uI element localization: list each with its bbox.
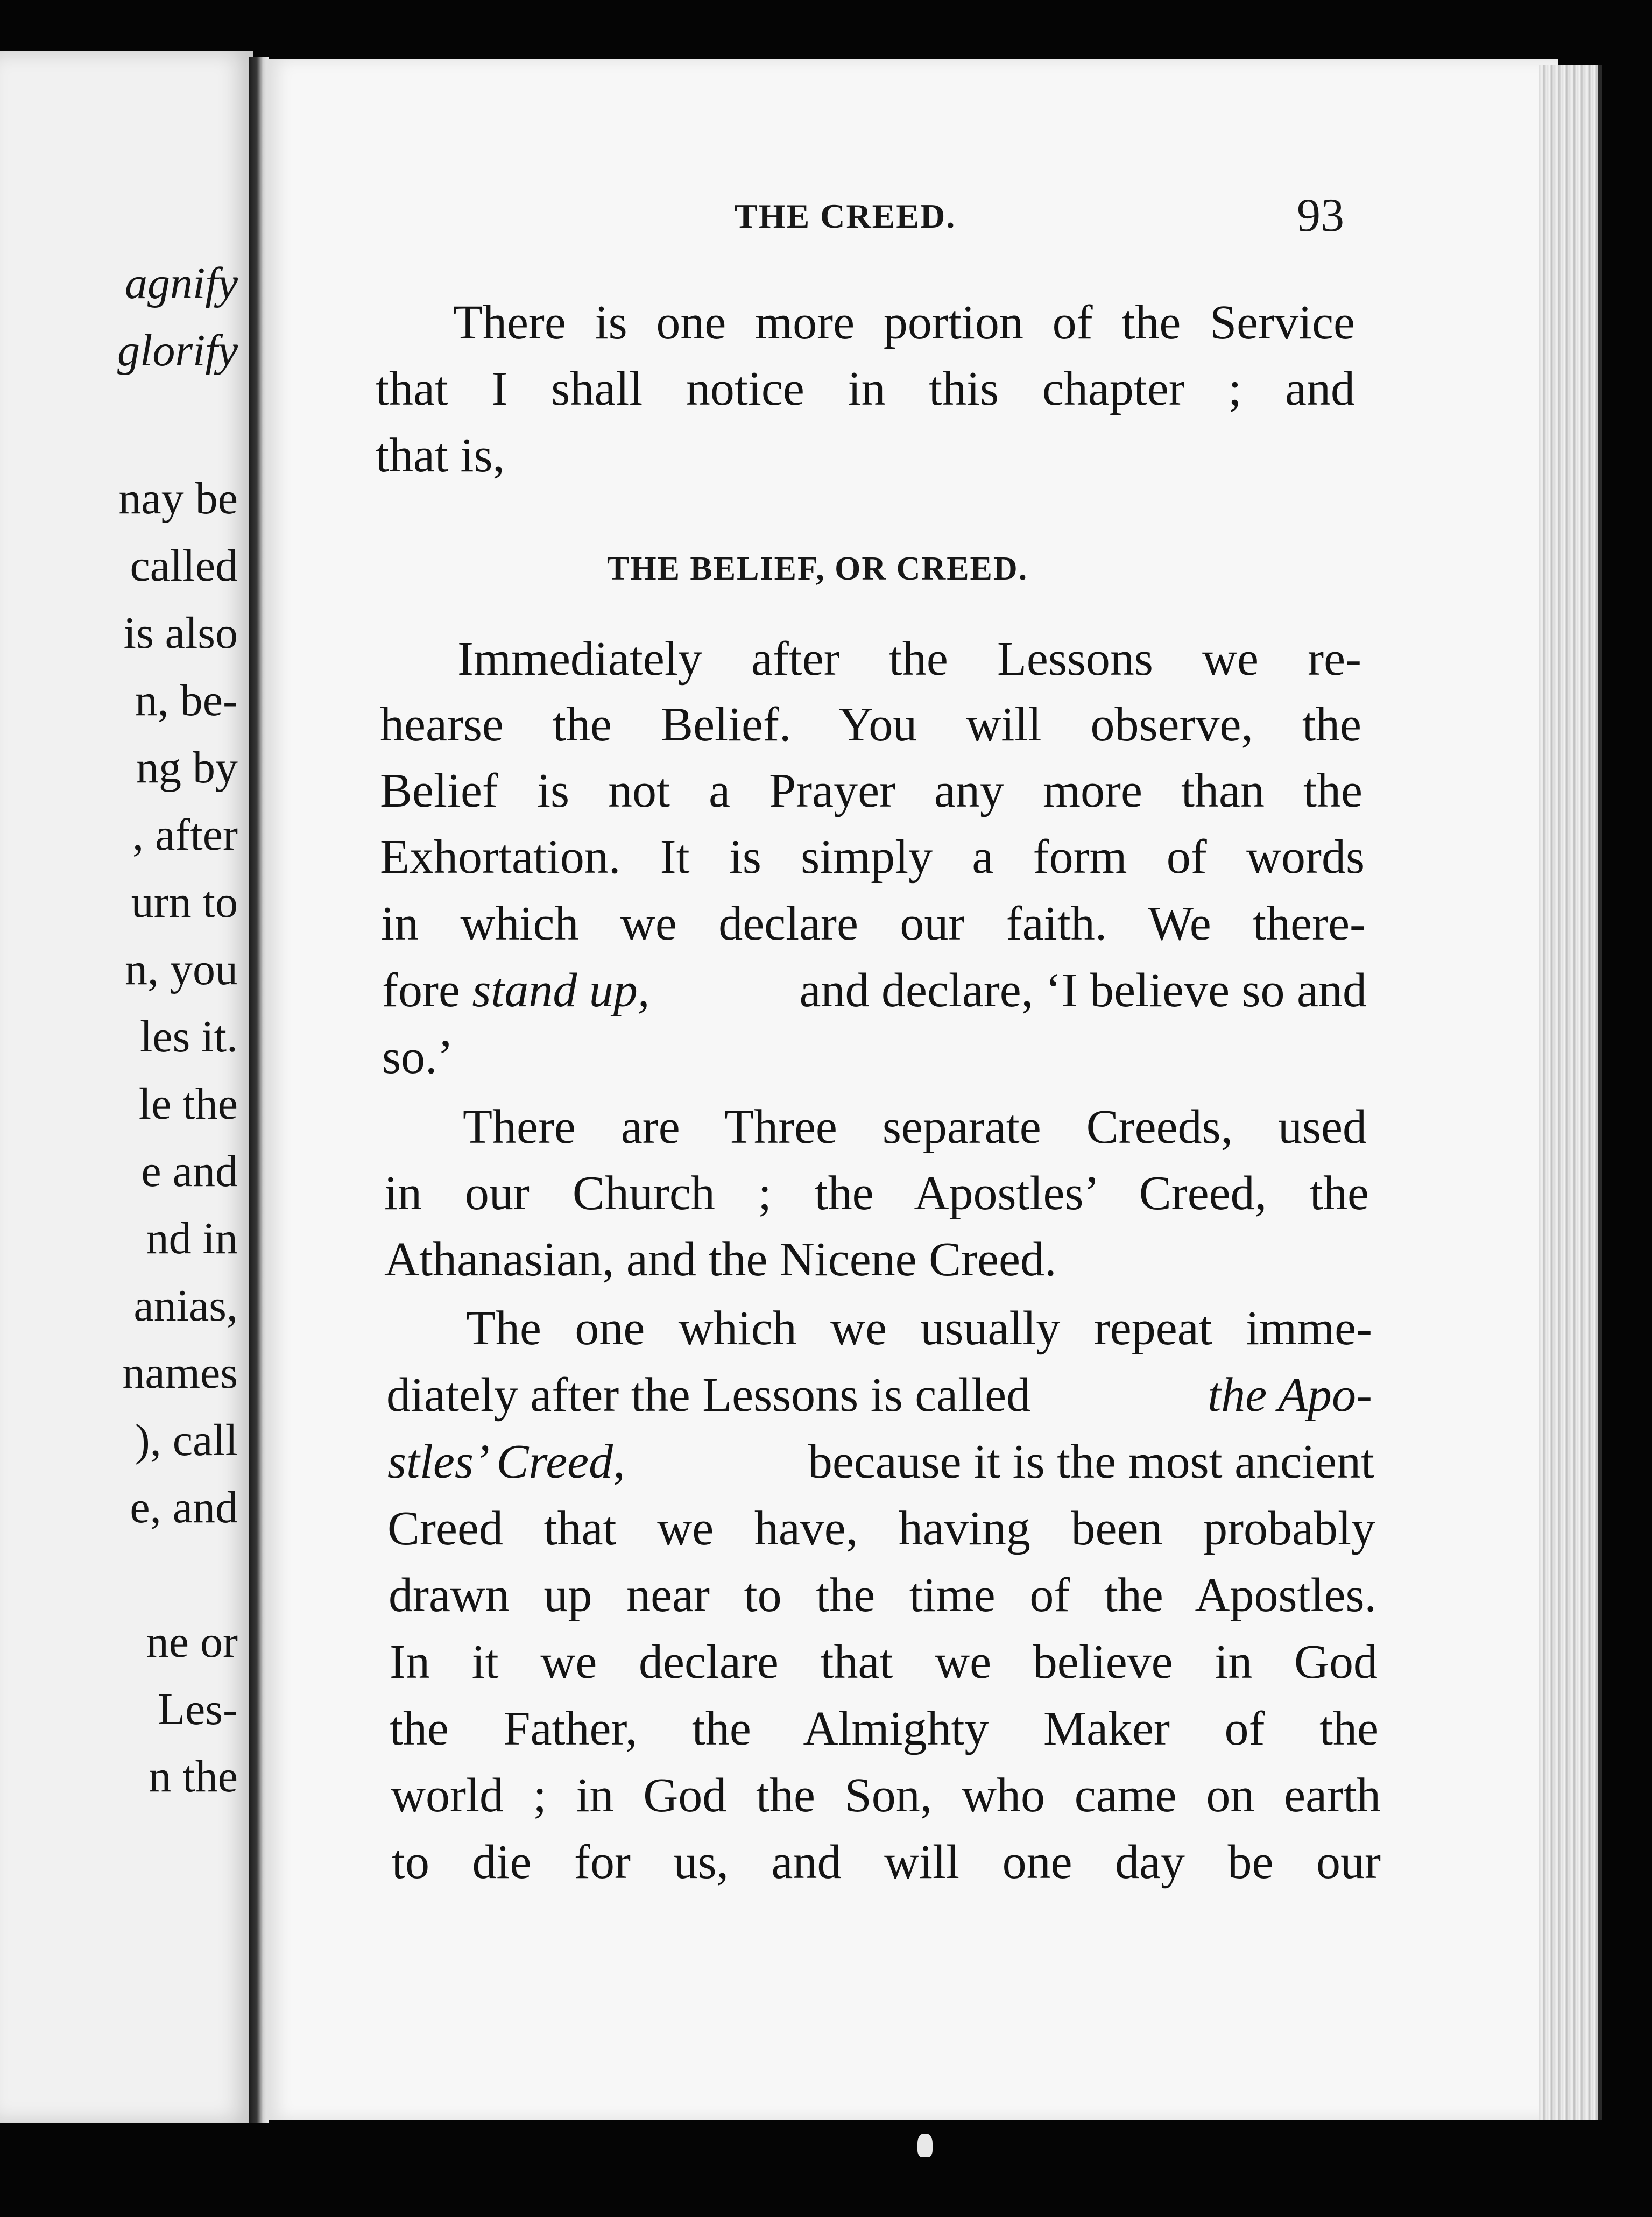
body-line: Immediately after the Lessons we re- <box>457 632 1361 686</box>
body-line: Belief is not a Prayer any more than the <box>380 764 1362 817</box>
body-line: hearse the Belief. You will observe, the <box>380 698 1361 751</box>
left-page-line: urn to <box>131 877 238 927</box>
left-page-line: nd in <box>146 1213 238 1263</box>
text-run: and declare, ‘I believe so and <box>787 964 1367 1017</box>
left-page-line: agnify <box>125 258 238 308</box>
text-run: diately after the Lessons is called <box>386 1368 1043 1422</box>
section-heading: THE BELIEF, OR CREED. <box>607 550 1028 587</box>
left-page-line: glorify <box>117 326 238 376</box>
left-page-line: called <box>130 541 238 591</box>
body-line: There is one more portion of the Service <box>453 296 1355 349</box>
body-line: so.’ <box>382 1030 454 1084</box>
left-page-line: names <box>122 1348 238 1398</box>
text-run <box>382 966 649 1015</box>
left-page-line: e, and <box>130 1482 238 1533</box>
left-page-line: e and <box>141 1146 238 1196</box>
left-page-line: ng by <box>136 743 238 793</box>
page-edges <box>1539 65 1602 2120</box>
body-line: to die for us, and will one day be our <box>392 1835 1381 1889</box>
left-page-line: ne or <box>146 1617 238 1667</box>
body-line: drawn up near to the time of the Apostles. <box>389 1569 1376 1622</box>
left-page-line: Les- <box>157 1684 238 1734</box>
left-page-line: le the <box>138 1079 238 1129</box>
body-line: Creed that we have, having been probably <box>387 1502 1375 1555</box>
scan-artifact <box>917 2134 933 2157</box>
body-line <box>382 966 1367 1015</box>
body-line: that is, <box>376 429 505 482</box>
left-page-line: les it. <box>140 1012 238 1062</box>
body-line: world ; in God the Son, who came on earth <box>391 1769 1381 1822</box>
left-page-line: n, be- <box>135 675 238 725</box>
body-line: In it we declare that we believe in God <box>390 1635 1378 1689</box>
body-line: There are Three separate Creeds, used <box>463 1100 1367 1154</box>
body-line: Athanasian, and the Nicene Creed. <box>384 1233 1057 1286</box>
running-head: THE CREED. <box>735 197 956 235</box>
body-line <box>386 1368 1372 1422</box>
facing-page-left <box>0 51 253 2123</box>
body-line <box>387 1435 1374 1488</box>
left-page-line: , after <box>132 810 238 860</box>
page-number: 93 <box>1297 189 1344 242</box>
italic-text: the Apo- <box>1208 1368 1372 1422</box>
left-page-line: is also <box>123 608 238 658</box>
italic-text: stand up, <box>472 964 650 1017</box>
left-page-line: n the <box>149 1752 238 1802</box>
body-line: in our Church ; the Apostles’ Creed, the <box>384 1167 1369 1220</box>
italic-text: stles’ Creed, <box>387 1435 625 1488</box>
left-page-line: n, you <box>125 944 238 994</box>
text-run: because it is the most ancient <box>796 1435 1374 1488</box>
text-run: fore <box>382 964 472 1017</box>
left-page-line: nay be <box>118 474 238 524</box>
body-line: that I shall notice in this chapter ; and <box>376 362 1355 415</box>
body-line: the Father, the Almighty Maker of the <box>390 1702 1379 1755</box>
left-page-line: ), call <box>135 1415 238 1465</box>
left-page-line: anias, <box>133 1281 238 1331</box>
body-line: Exhortation. It is simply a form of words <box>380 830 1365 884</box>
body-line: in which we declare our faith. We there- <box>381 897 1366 950</box>
body-line: The one which we usually repeat imme- <box>466 1302 1372 1355</box>
